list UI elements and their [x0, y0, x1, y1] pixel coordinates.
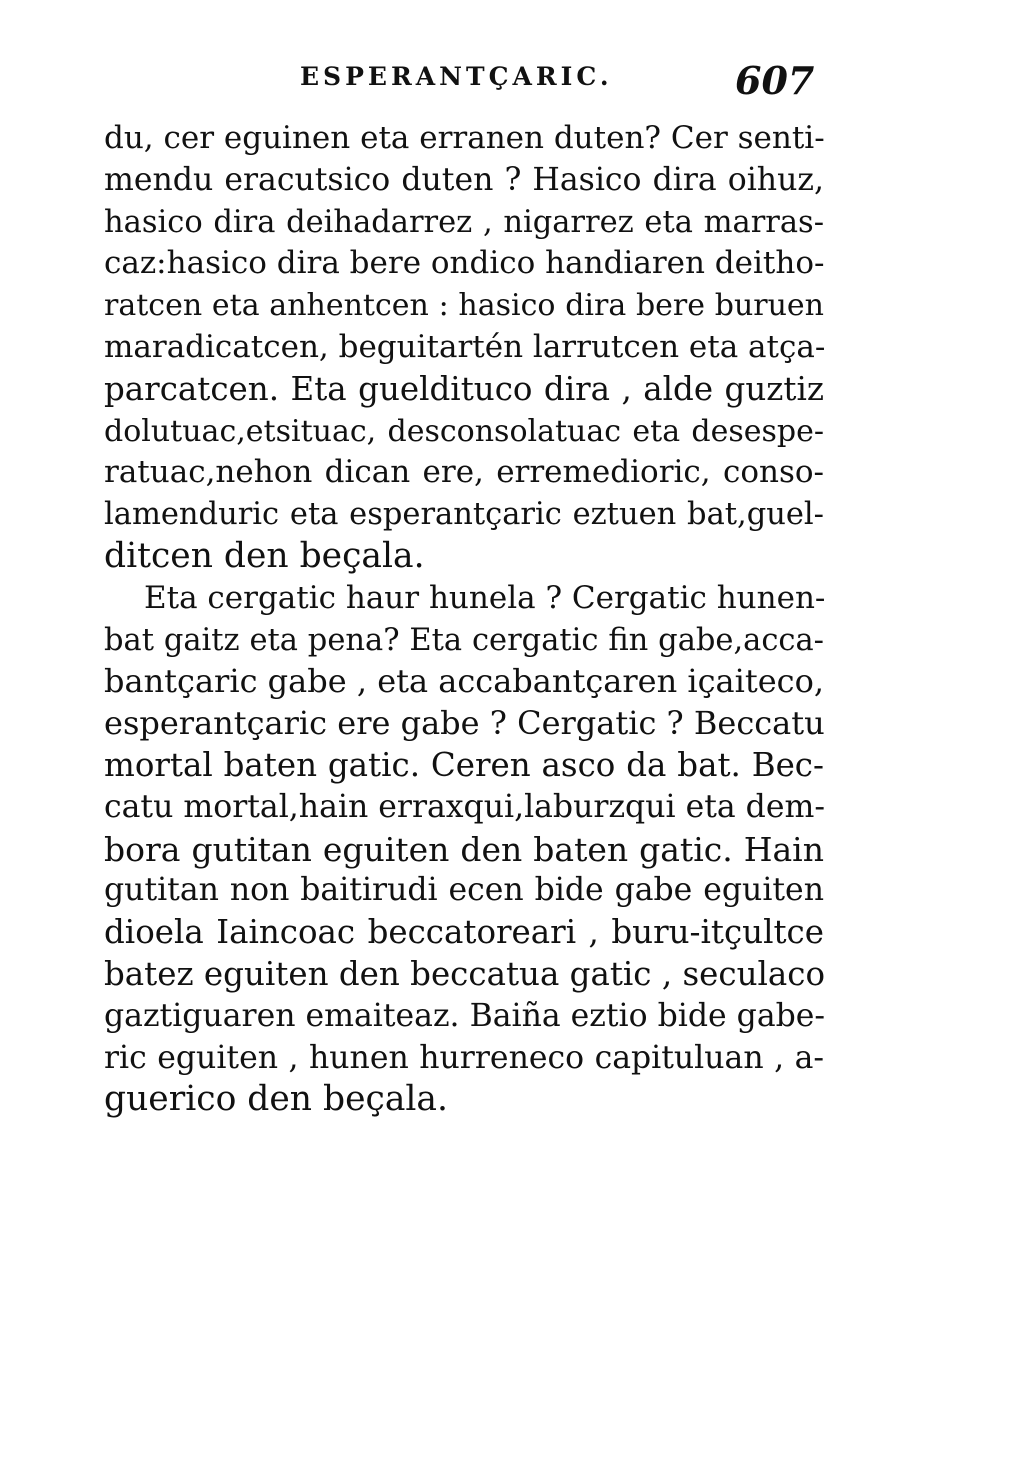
text-line: esperantçaric ere gabe ? Cergatic ? Beccatu — [104, 704, 825, 743]
text-line: du, cer eguinen eta erranen duten? Cer senti- — [104, 120, 825, 156]
page-number: 607 — [735, 58, 815, 103]
paragraph-end-line: ditcen den beçala. — [104, 535, 425, 576]
running-head: ESPERANTÇARIC. — [300, 62, 613, 91]
text-line: parcatcen. Eta gueldituco dira , alde guztiz — [104, 369, 824, 408]
text-line: ric eguiten , hunen hurreneco capituluan , a- — [104, 1039, 824, 1076]
text-line: maradicatcen, beguitartén larrutcen eta atça- — [104, 328, 826, 365]
text-line: dioela Iaincoac beccatoreari , buru-itçultce — [104, 913, 824, 952]
text-line: lamenduric eta esperantçaric eztuen bat,guel- — [104, 497, 824, 533]
text-line: bantçaric gabe , eta accabantçaren içaiteco, — [104, 662, 824, 701]
paragraph-start-line: Eta cergatic haur hunela ? Cergatic hunen- — [144, 579, 826, 616]
text-line: bora gutitan eguiten den baten gatic. Hain — [104, 829, 824, 869]
text-line: ratcen eta anhentcen : hasico dira bere buruen — [104, 288, 824, 324]
body-text — [104, 118, 824, 1121]
paragraph-end-line: guerico den beçala. — [104, 1079, 448, 1120]
text-line: bat gaitz eta pena? Eta cergatic fin gabe,acca- — [104, 622, 824, 658]
text-line: mortal baten gatic. Ceren asco da bat. Bec- — [104, 745, 824, 784]
text-line: caz:hasico dira bere ondico handiaren deitho- — [104, 245, 825, 282]
text-line: batez eguiten den beccatua gatic , seculaco — [104, 954, 826, 993]
text-line: catu mortal,hain erraxqui,laburzqui eta dem- — [104, 788, 825, 825]
text-line: mendu eracutsico duten ? Hasico dira oihuz, — [104, 161, 824, 198]
text-line: ratuac,nehon dican ere, erremedioric, conso- — [104, 454, 824, 491]
text-line: hasico dira deihadarrez , nigarrez eta marras- — [104, 204, 824, 240]
text-line: dolutuac,etsituac, desconsolatuac eta desespe- — [104, 413, 824, 449]
text-line: gaztiguaren emaiteaz. Baiña eztio bide gabe- — [104, 997, 826, 1034]
text-line: gutitan non baitirudi ecen bide gabe eguiten — [104, 872, 824, 909]
